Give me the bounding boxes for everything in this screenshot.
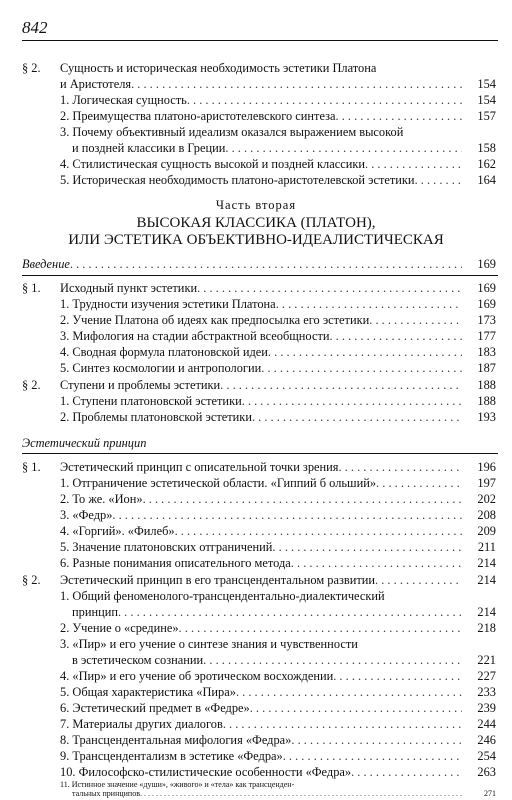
entry-title: 10. Философско-стилистические особенности «Федра»: [60, 765, 352, 779]
toc-entry: [0, 296, 512, 312]
entry-title: 5. Историческая необходимость платоно-аристотелевской эстетики: [60, 173, 415, 187]
toc-entry: [0, 684, 512, 700]
entry-title: 5. Значение платоновских отграничений: [60, 540, 273, 554]
toc-entry: [0, 572, 512, 588]
leader-dots: [252, 409, 462, 425]
leader-dots: [369, 312, 462, 328]
entry-title: 3. Почему объективный идеализм оказался выражением высокой: [60, 125, 404, 139]
leader-dots: [291, 555, 462, 571]
entry-page: 244: [477, 717, 496, 731]
entry-page: 208: [477, 508, 496, 522]
entry-page: 196: [477, 460, 496, 474]
part-label: Часть вторая: [215, 198, 297, 212]
leader-dots: [203, 652, 462, 668]
entry-title: 1. Отграничение эстетической области. «Гиппий б ольший»: [60, 476, 377, 490]
entry-page: 254: [477, 749, 496, 763]
entry-page: 169: [477, 257, 496, 271]
toc-entry: [0, 60, 512, 76]
toc-entry: [0, 328, 512, 344]
entry-page: 246: [477, 733, 496, 747]
entry-page: 214: [477, 605, 496, 619]
chapter-label: [0, 435, 512, 451]
entry-page: 158: [477, 141, 496, 155]
toc-entry-introduction: [0, 256, 512, 272]
section-number: § 2.: [22, 61, 41, 75]
entry-page: 197: [477, 476, 496, 490]
entry-title: Введение: [22, 257, 70, 271]
entry-title: 5. Синтез космологии и антропологии: [60, 361, 262, 375]
section-number: § 2.: [22, 573, 41, 587]
leader-dots: [415, 172, 462, 188]
entry-title: Эстетический принцип: [22, 436, 147, 450]
entry-page: 214: [477, 556, 496, 570]
leader-dots: [112, 507, 462, 523]
leader-dots: [175, 523, 462, 539]
leader-dots: [131, 76, 462, 92]
toc-entry: [0, 124, 512, 140]
entry-page: 209: [477, 524, 496, 538]
entry-title: 5. Общая характеристика «Пира»: [60, 685, 236, 699]
entry-title: тальных принципов: [72, 789, 140, 798]
header-rule: [22, 40, 498, 41]
toc-entry: [0, 764, 512, 780]
leader-dots: [283, 748, 462, 764]
leader-dots: [236, 684, 462, 700]
leader-dots: [70, 256, 462, 272]
entry-page: 164: [477, 173, 496, 187]
toc-entry: [0, 312, 512, 328]
toc-entry-continued: [0, 604, 512, 620]
entry-title: и поздней классики в Греции: [72, 141, 226, 155]
toc-entry: [0, 475, 512, 491]
toc-entry: [0, 459, 512, 475]
entry-title: 7. Материалы других диалогов: [60, 717, 223, 731]
toc-entry: [0, 539, 512, 555]
leader-dots: [329, 328, 462, 344]
toc-entry: [0, 620, 512, 636]
leader-dots: [250, 700, 462, 716]
entry-title: 6. Разные понимания описательного метода: [60, 556, 291, 570]
entry-title: 2. То же. «Ион»: [60, 492, 143, 506]
entry-title: 4. «Горгий». «Филеб»: [60, 524, 175, 538]
toc-entry-continued: [0, 76, 512, 92]
toc-entry: [0, 732, 512, 748]
entry-title: 2. Учение Платона об идеях как предпосылка его эстетики: [60, 313, 370, 327]
entry-title: в эстетическом сознании: [72, 653, 204, 667]
entry-title: Эстетический принцип с описательной точки зрения: [60, 460, 339, 474]
toc-entry: [0, 172, 512, 188]
toc-entry: [0, 523, 512, 539]
entry-title: принцип: [72, 605, 118, 619]
entry-title: 4. Сводная формула платоновской идеи: [60, 345, 268, 359]
leader-dots: [197, 280, 462, 296]
entry-page: 154: [477, 77, 496, 91]
toc-entry: [0, 507, 512, 523]
toc-entry: [0, 491, 512, 507]
entry-page: 162: [477, 157, 496, 171]
entry-page: 271: [484, 789, 496, 798]
entry-title: 9. Трансцендентализм в эстетике «Федра»: [60, 749, 283, 763]
entry-page: 227: [477, 669, 496, 683]
entry-page: 173: [477, 313, 496, 327]
section-divider: [22, 275, 498, 276]
toc-entry: [0, 668, 512, 684]
leader-dots: [225, 140, 462, 156]
toc-entry: [0, 377, 512, 393]
entry-title: 2. Учение о «средине»: [60, 621, 179, 635]
entry-title: 1. Логическая сущность: [60, 93, 187, 107]
leader-dots: [220, 377, 462, 393]
entry-title: 8. Трансцендентальная мифология «Федра»: [60, 733, 292, 747]
toc-entry-continued: [0, 789, 512, 799]
entry-title: и Аристотеля: [60, 77, 132, 91]
entry-page: 221: [477, 653, 496, 667]
entry-title: 4. Стилистическая сущность высокой и поздней классики: [60, 157, 365, 171]
leader-dots: [375, 572, 462, 588]
entry-title: 3. «Федр»: [60, 508, 113, 522]
entry-page: 193: [477, 410, 496, 424]
entry-title: 3. Мифология на стадии абстрактной всеобщности: [60, 329, 330, 343]
entry-title: Эстетический принцип в его трансцендентальном развитии: [60, 573, 376, 587]
leader-dots: [242, 393, 462, 409]
entry-page: 263: [477, 765, 496, 779]
leader-dots: [187, 92, 462, 108]
leader-dots: [336, 108, 463, 124]
leader-dots: [351, 764, 462, 780]
part-title-line1: ВЫСОКАЯ КЛАССИКА (ПЛАТОН),: [136, 215, 376, 231]
entry-title: 3. «Пир» и его учение о синтезе знания и чувственности: [60, 637, 358, 651]
page-number: 842: [22, 18, 48, 37]
section-divider: [22, 453, 498, 454]
entry-title: 1. Общий феноменолого-трансцендентально-диалектический: [60, 589, 385, 603]
toc-entry: [0, 344, 512, 360]
toc-entry-continued: [0, 140, 512, 156]
entry-title: 6. Эстетический предмет в «Федре»: [60, 701, 250, 715]
entry-page: 214: [477, 573, 496, 587]
toc-entry: [0, 409, 512, 425]
entry-title: 11. Истинное значение «души», «живого» и «тела» как трансценден-: [60, 780, 295, 789]
leader-dots: [140, 789, 462, 799]
entry-page: 154: [477, 93, 496, 107]
section-number: § 1.: [22, 281, 41, 295]
toc-entry: [0, 280, 512, 296]
leader-dots: [143, 491, 462, 507]
entry-page: 187: [477, 361, 496, 375]
leader-dots: [118, 604, 462, 620]
leader-dots: [276, 296, 462, 312]
leader-dots: [365, 156, 462, 172]
toc-entry: [0, 156, 512, 172]
entry-title: Исходный пункт эстетики: [60, 281, 198, 295]
toc-entry: [0, 716, 512, 732]
entry-page: 211: [477, 540, 496, 554]
leader-dots: [333, 668, 462, 684]
toc-entry: [0, 92, 512, 108]
toc-entry: [0, 555, 512, 571]
entry-page: 157: [477, 109, 496, 123]
leader-dots: [261, 360, 462, 376]
entry-title: 1. Трудности изучения эстетики Платона: [60, 297, 276, 311]
entry-page: 218: [477, 621, 496, 635]
section-number: § 1.: [22, 460, 41, 474]
entry-page: 169: [477, 281, 496, 295]
entry-title: 1. Ступени платоновской эстетики: [60, 394, 242, 408]
entry-page: 188: [477, 378, 496, 392]
part-title-line2: ИЛИ ЭСТЕТИКА ОБЪЕКТИВНО-ИДЕАЛИСТИЧЕСКАЯ: [68, 232, 444, 248]
entry-page: 188: [477, 394, 496, 408]
toc-entry: [0, 360, 512, 376]
entry-page: 169: [477, 297, 496, 311]
toc-entry: [0, 700, 512, 716]
toc-entry: [0, 108, 512, 124]
leader-dots: [376, 475, 462, 491]
entry-page: 239: [477, 701, 496, 715]
toc-entry: [0, 636, 512, 652]
entry-page: 233: [477, 685, 496, 699]
leader-dots: [179, 620, 462, 636]
entry-title: 2. Преимущества платоно-аристотелевского синтеза: [60, 109, 336, 123]
toc-entry: [0, 748, 512, 764]
leader-dots: [272, 539, 462, 555]
entry-page: 183: [477, 345, 496, 359]
section-number: § 2.: [22, 378, 41, 392]
entry-page: 177: [477, 329, 496, 343]
entry-title: 2. Проблемы платоновской эстетики: [60, 410, 252, 424]
leader-dots: [268, 344, 462, 360]
toc-entry-continued: [0, 652, 512, 668]
toc-entry: [0, 393, 512, 409]
entry-title: 4. «Пир» и его учение об эротическом восхождении: [60, 669, 334, 683]
leader-dots: [338, 459, 462, 475]
entry-title: Сущность и историческая необходимость эстетики Платона: [60, 61, 377, 75]
leader-dots: [291, 732, 462, 748]
entry-title: Ступени и проблемы эстетики: [60, 378, 221, 392]
leader-dots: [223, 716, 462, 732]
toc-entry: [0, 588, 512, 604]
entry-page: 202: [477, 492, 496, 506]
